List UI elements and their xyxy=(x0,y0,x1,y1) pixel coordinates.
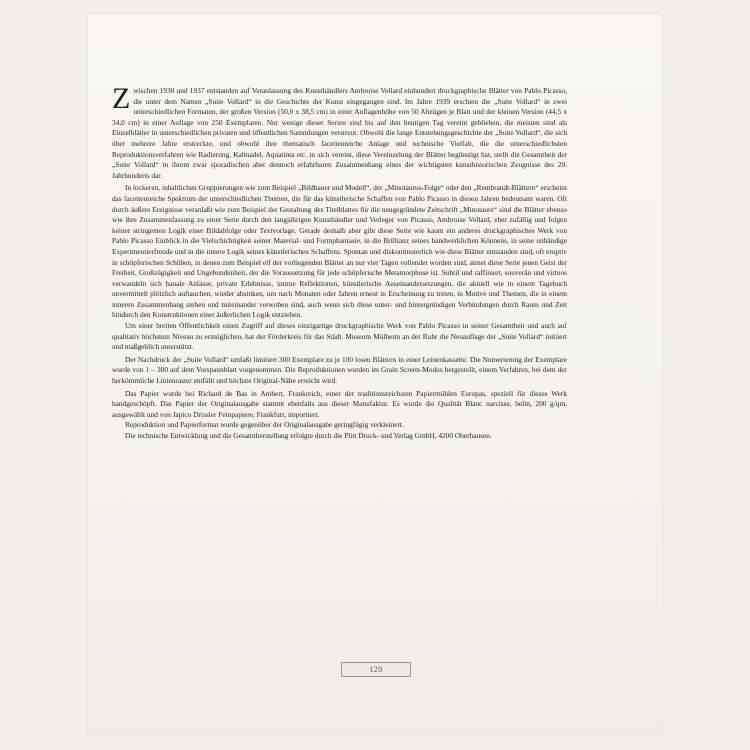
paragraph-paper: Das Papier wurde bei Richard de Bas in Ambert, Frankreich, einer der traditionsreichsten Papiermühlen Europas, speziell für dieses Werk handgeschöpft. Das Papier der Originalausgabe stammt ebenfalls aus dieser Manufaktur. Es wurde die Qualität Blanc narcisse, belin, 200 g/qm, ausgewählt und von Japico Drissler Feinpapiere, Frankfurt, importiert. xyxy=(112,388,567,419)
paragraph-publication: Um einer breiten Öffentlichkeit einen Zugriff auf dieses einzigartige druckgraphische Werk von Pablo Picasso in seiner Gesamtheit und auch auf qualitativ höchstem Niveau zu ermöglichen, hat der Förderkreis für das Städt. Museum Mülheim an der Ruhr die Neuauflage der „Suite Vollard“ initiiert und maßgeblich unterstützt. xyxy=(112,321,567,352)
paragraph-themes: In lockeren, inhaltlichen Gruppierungen wie zum Beispiel „Bildhauer und Modell“, der „Minotaurus-Folge“ oder den „Rembrandt-Blättern“ erscheint das facettenreiche Spektrum der unterschiedlichen Themen, die für das künstlerische Schaffen von Pablo Picasso in diesen Jahren bedeutsam waren. Oft durch äußere Ereignisse veranlaßt wie zum Beispiel der Gestaltung des Titelblattes für die neugegründete Zeitschrift „Minotaure“ sind die Blätter ebenso wie ihre Zusammenfassung zu einer Serie durch den langjährigen Kunsthändler und Verleger von Picasso, Ambroise Vollard, eher zufällig und folgen keiner stringenten Logik einer Bildabfolge oder Textvorlage. Gerade deshalb aber gibt diese Serie wie kaum ein anderes druckgraphisches Werk von Pablo Picasso Einblick in die Vielschichtigkeit seiner Material- und Formphantasie, in die Brillianz seines handwerklichen Könnens, in seine unbändige Experimentierfreude und in die innere Logik seines künstlerischen Schaffens. Spontan und diskontinuierlich wie diese Blätter entstanden sind, oft eruptiv in schöpferischen Schüben, in denen zum Beispiel elf der vorliegenden Blätter an nur vier Tagen vollendet worden sind, atmet diese Serie jenen Geist der Freiheit, Großzügigkeit und Ungebundenheit, der die Voraussetzung für jede schöpferische Metamorphose ist. Subtil und raffiniert, souverän und virtuos verwandeln sich banale Anlässe, private Erlebnisse, intime Reflektionen, künstlerische Auseinandersetzungen, die aktuell wie in einem Tagebuch unvermittelt plötzlich auftauchen, wieder absinken, um nach Monaten oder Jahren erneut in Erscheinung zu treten, in Motive und Themen, die in einem inneren Zusammenhang stehen und miteinander verwoben sind, auch wenn sich diese unter- und hintergründigen Verbindungen durch Raum und Zeit hindurch den Konstruktionen einer äußerlichen Logik entziehen. xyxy=(112,183,567,320)
edition-number: 120 xyxy=(341,662,411,677)
paragraph-edition: Der Nachdruck der „Suite Vollard“ umfaßt limitiert 300 Exemplare zu je 100 losen Blättern in einer Leinenkassette. Die Numerierung der Exemplare wurde von 1 – 300 auf dem Vorspannblatt vorgenommen. Die Reproduktionen wurden im Grain Screen-Modus hergestellt, einem Verfahren, bei dem der herkömmliche Linienraster entfällt und höchste Original-Nähe erreicht wird. xyxy=(112,354,567,386)
colophon-text xyxy=(112,82,567,442)
paragraph-production: Die technische Entwicklung und die Gesamtherstellung erfolgte durch die Plitt Druck- und Verlag GmbH, 4200 Oberhausen. xyxy=(125,431,492,440)
paragraph-history: Zwischen 1930 und 1937 entstanden auf Veranlassung des Kunsthändlers Ambroise Vollard einhundert druckgraphische Blätter von Pablo Picasso, die unter dem Namen „Suite Vollard“ in die Geschichte der Kunst eingegangen sind. Im Jahre 1939 erschien die „Suite Vollard“ in zwei unterschiedlichen Formaten, der großen Version (50,0 x 38,5 cm) in einer Auflagenhöhe von 50 Abzügen je Blatt und der kleinen Version (44,5 x 34,0 cm) in einer Auflage von 250 Exemplaren. Nur wenige dieser Serien sind bis auf den heutigen Tag vereint geblieben, die meisten sind als Einzelblätter in unterschiedlichen privaten und öffentlichen Sammlungen verstreut. Obwohl die lange Entstehungsgeschichte der „Suite Vollard“, die sich über mehrere Jahre erstreckte, und obwohl ihre thematisch facettenreiche Anlage und technische Vielfalt, die die unterschiedlichsten Reproduktionsverfahren wie Radierung, Kaltnadel, Aquatinta etc. in sich vereint, diese Vereinzelung der Blätter begünstigt hat, stellt die Gesamtheit der „Suite Vollard“ in ihrem zwar sporadischen aber dennoch erfahrbaren Zusammenhang eines der wichtigsten kunsthistorischen Zeugnisse des 20. Jahrhunderts dar. xyxy=(112,82,567,180)
paragraph-format: Reproduktion und Papierformat wurde gegenüber der Originalausgabe geringfügig verkleinert. xyxy=(125,420,404,430)
